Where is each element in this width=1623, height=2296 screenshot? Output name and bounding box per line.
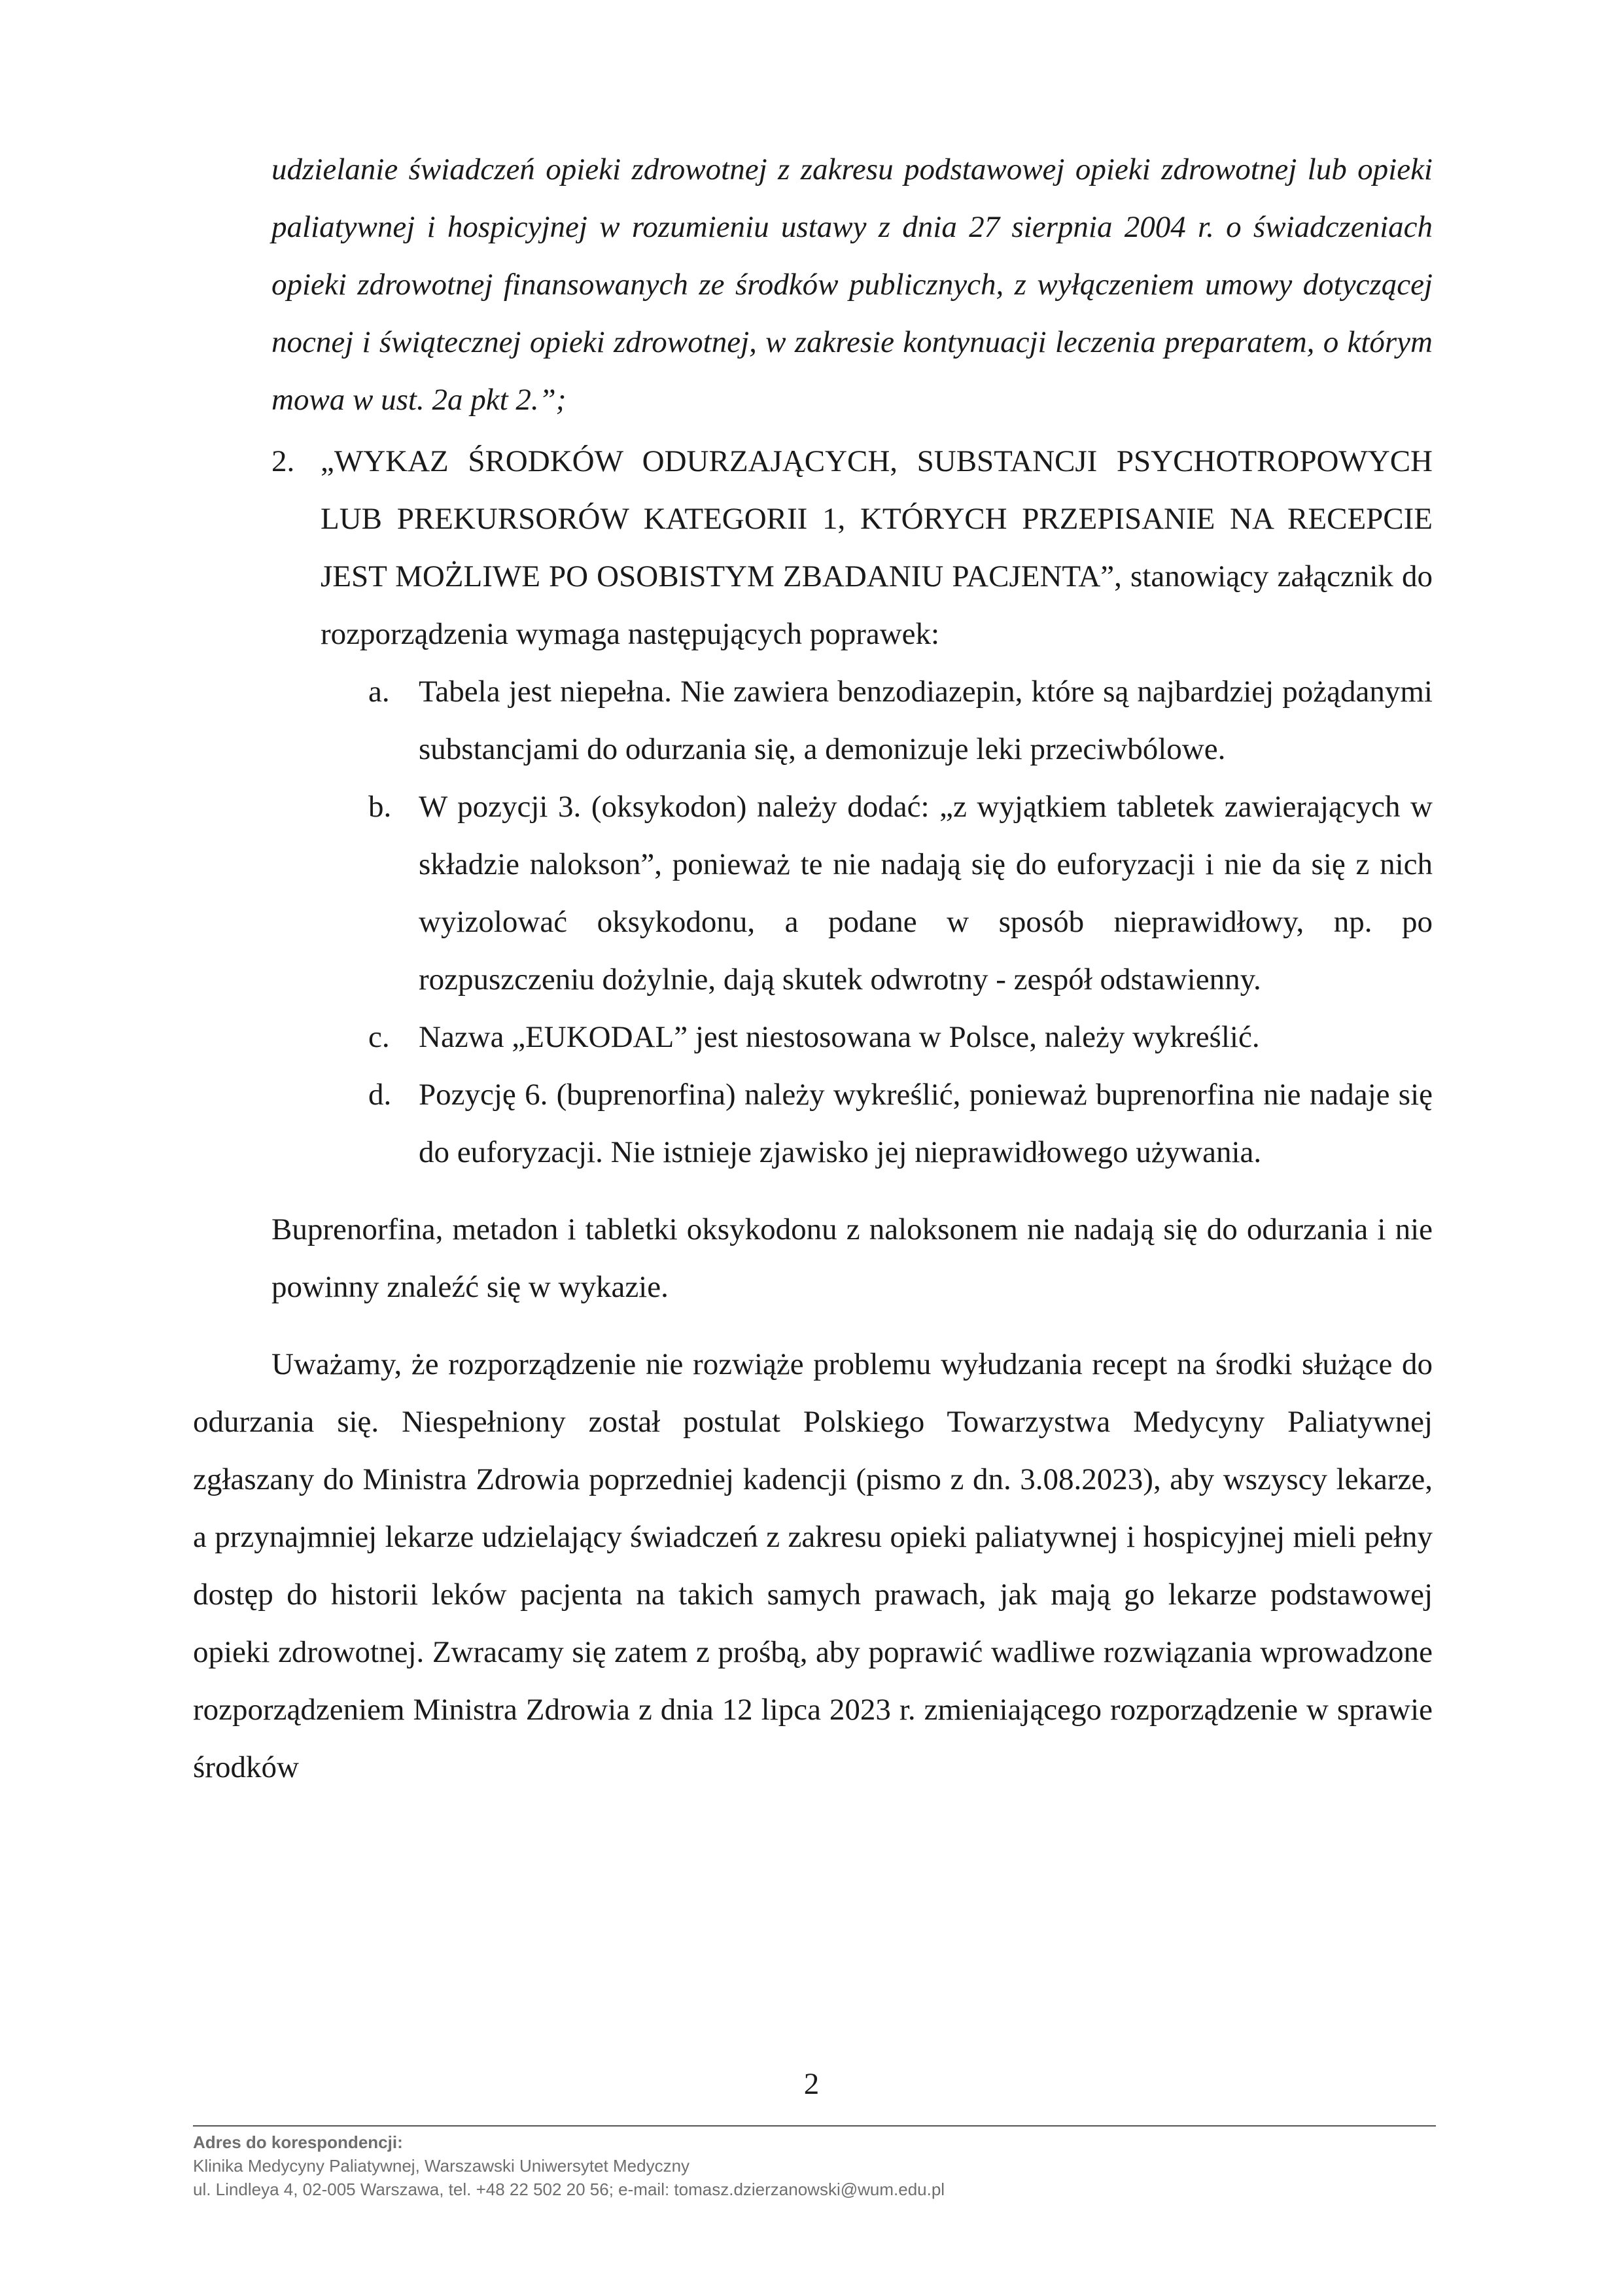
footer-heading: Adres do korespondencji: xyxy=(193,2132,403,2152)
list-item-text: W pozycji 3. (oksykodon) należy dodać: „z wyjątkiem tabletek zawierających w składzie nalokson”, ponieważ te nie nadają się do euforyzacji i nie da się z nich wyizolować oksykodonu, a podane w sposób nieprawidłowy, np. po rozpuszczeniu dożylnie, dają skutek odwrotny - zespół odstawienny. xyxy=(419,790,1433,997)
footer-contact: ul. Lindleya 4, 02-005 Warszawa, tel. +48 22 502 20 56; e-mail: tomasz.dzierzanowski@wum.edu.pl xyxy=(193,2180,945,2199)
list-marker: c. xyxy=(368,1020,390,1054)
main-paragraph: Uważamy, że rozporządzenie nie rozwiąże problemu wyłudzania recept na środki służące do odurzania się. Niespełniony został postulat Polskiego Towarzystwa Medycyny Paliatywnej zgłaszany do Ministra Zdrowia poprzedniej kadencji (pismo z dn. 3.08.2023), aby wszyscy lekarze, a przynajmniej lekarze udzielający świadczeń z zakresu opieki paliatywnej i hospicyjnej mieli pełny dostęp do historii leków pacjenta na takich samych prawach, jak mają go lekarze podstawowej opieki zdrowotnej. Zwracamy się zatem z prośbą, aby poprawić wadliwe rozwiązania wprowadzone rozporządzeniem Ministra Zdrowia z dnia 12 lipca 2023 r. zmieniającego rozporządzenie w sprawie środków xyxy=(193,1347,1433,1784)
page-number: 2 xyxy=(803,2067,820,2101)
list-item-text: Nazwa „EUKODAL” jest niestosowana w Polsce, należy wykreślić. xyxy=(419,1020,1260,1054)
document-body xyxy=(193,141,1433,1796)
note-paragraph: Buprenorfina, metadon i tabletki oksykodonu z naloksonem nie nadają się do odurzania i nie powinny znaleźć się w wykazie. xyxy=(271,1212,1433,1304)
list-marker: b. xyxy=(368,790,392,824)
list-item-c xyxy=(193,1008,1433,1066)
numbered-item-2 xyxy=(193,433,1433,663)
list-marker: a. xyxy=(368,675,390,709)
footer-institution: Klinika Medycyny Paliatywnej, Warszawski Uniwersytet Medyczny xyxy=(193,2156,690,2176)
intro-italic-paragraph: udzielanie świadczeń opieki zdrowotnej z zakresu podstawowej opieki zdrowotnej lub opieki paliatywnej i hospicyjnej w rozumieniu ustawy z dnia 27 sierpnia 2004 r. o świadczeniach opieki zdrowotnej finansowanych ze środków publicznych, z wyłączeniem umowy dotyczącej nocnej i świątecznej opieki zdrowotnej, w zakresie kontynuacji leczenia preparatem, o którym mowa w ust. 2a pkt 2.”; xyxy=(271,152,1433,417)
list-item-b xyxy=(193,778,1433,1008)
list-item-text: Pozycję 6. (buprenorfina) należy wykreślić, ponieważ buprenorfina nie nadaje się do euforyzacji. Nie istnieje zjawisko jej nieprawidłowego używania. xyxy=(419,1078,1433,1169)
footer-divider xyxy=(193,2125,1436,2127)
list-marker: 2. xyxy=(271,444,295,478)
list-item-d xyxy=(193,1066,1433,1181)
numbered-item-text: „WYKAZ ŚRODKÓW ODURZAJĄCYCH, SUBSTANCJI PSYCHOTROPOWYCH LUB PREKURSORÓW KATEGORII 1, KTÓRYCH PRZEPISANIE NA RECEPCIE JEST MOŻLIWE PO OSOBISTYM ZBADANIU PACJENTA”, stanowiący załącznik do rozporządzenia wymaga następujących poprawek: xyxy=(321,444,1433,651)
list-item-text: Tabela jest niepełna. Nie zawiera benzodiazepin, które są najbardziej pożądanymi substancjami do odurzania się, a demonizuje leki przeciwbólowe. xyxy=(419,675,1433,766)
footer xyxy=(193,2130,945,2201)
list-item-a xyxy=(193,663,1433,778)
amendments-list xyxy=(193,663,1433,1181)
list-marker: d. xyxy=(368,1078,392,1112)
